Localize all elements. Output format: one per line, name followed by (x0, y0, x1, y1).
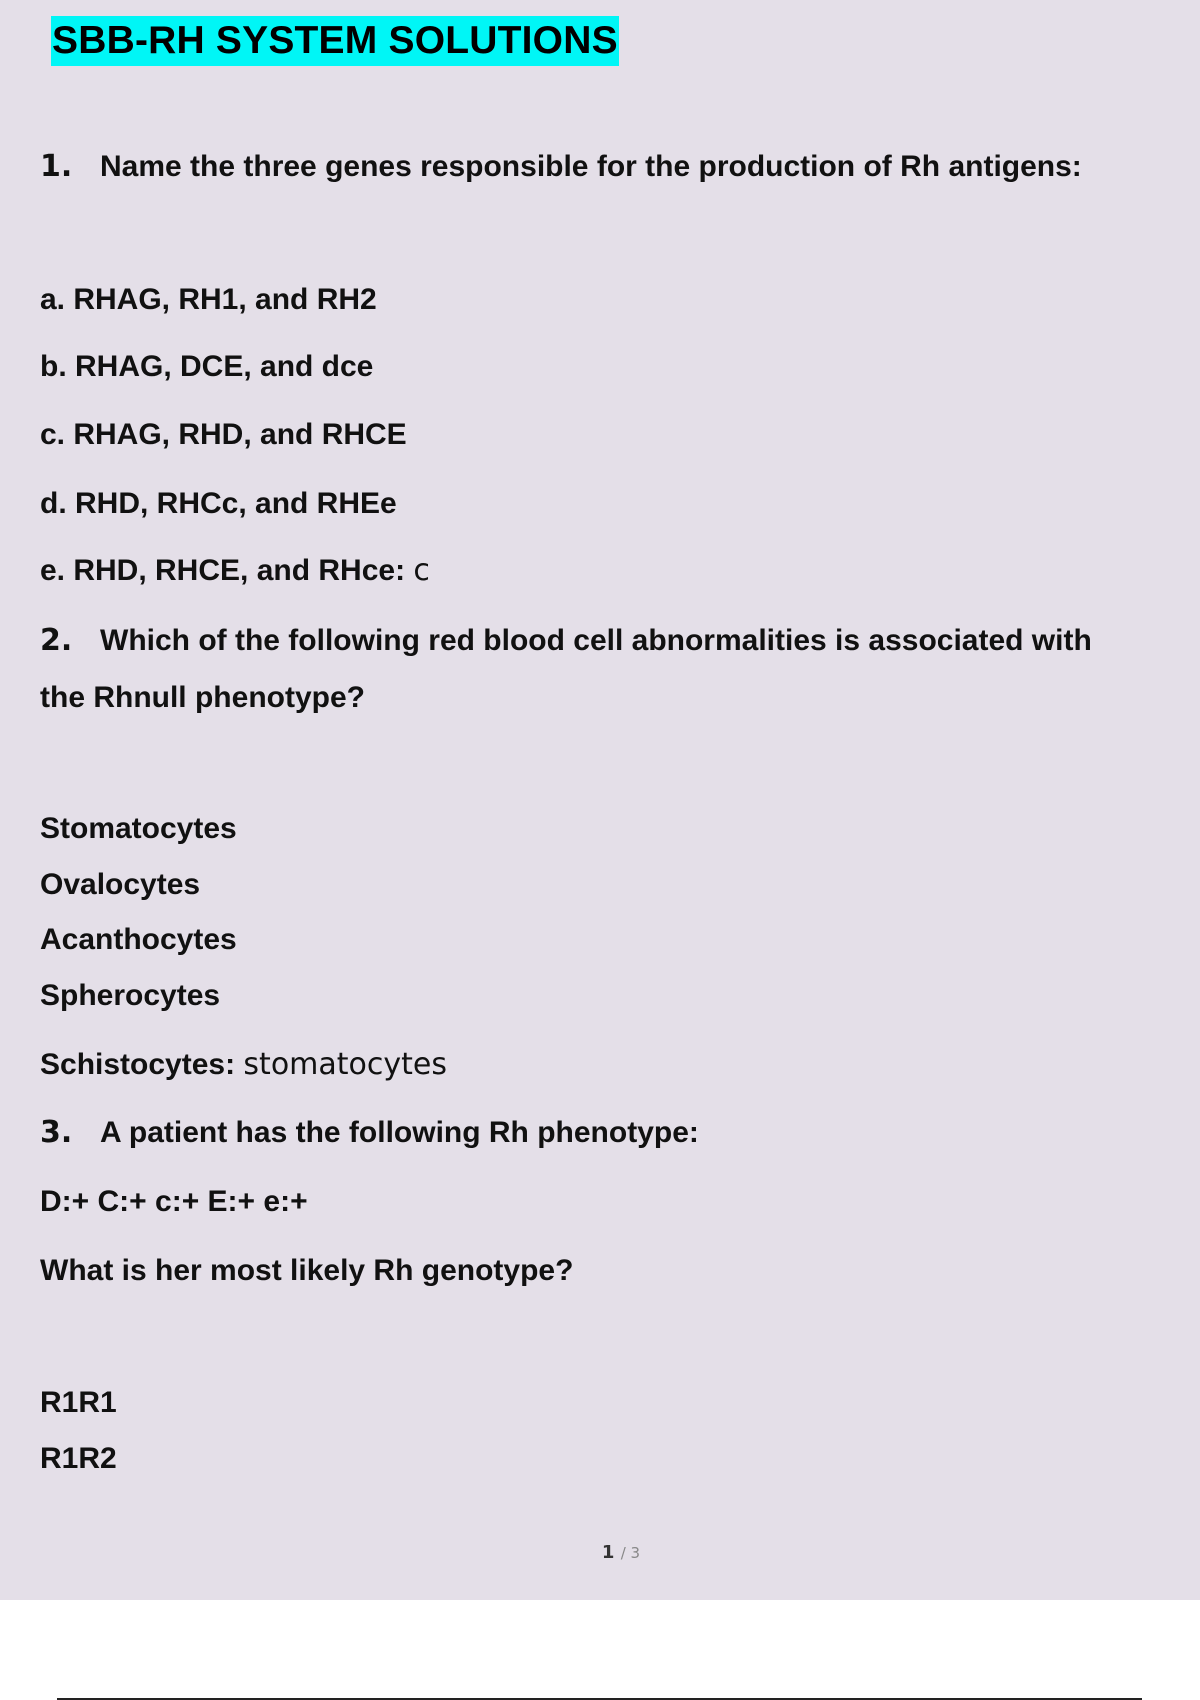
page-indicator (0, 1542, 1200, 1563)
question-number: 2. (40, 623, 73, 658)
answer-text: c (413, 553, 430, 588)
phenotype-text: D:+ C:+ c:+ E:+ e:+ (40, 1185, 308, 1218)
question-number: 3. (40, 1115, 73, 1150)
document-title: SBB-RH SYSTEM SOLUTIONS (51, 16, 619, 66)
question-number: 1. (40, 149, 73, 184)
option: Ovalocytes (40, 868, 201, 901)
answer-text: stomatocytes (243, 1047, 447, 1082)
option: a. RHAG, RH1, and RH2 (40, 283, 377, 316)
option: c. RHAG, RHD, and RHCE (40, 418, 407, 451)
option: R1R2 (40, 1442, 117, 1475)
question-3-subprompt: What is her most likely Rh genotype? (40, 1254, 574, 1287)
option-with-answer: Schistocytes: stomatocytes (40, 1047, 447, 1082)
question-1-prompt: 1. Name the three genes responsible for the production of Rh antigens: (40, 149, 1082, 184)
question-2-prompt: 2. Which of the following red blood cell abnormalities is associated with (40, 623, 1092, 658)
question-2-prompt-cont: the Rhnull phenotype? (40, 681, 365, 714)
option: b. RHAG, DCE, and dce (40, 350, 374, 383)
option-with-answer: e. RHD, RHCE, and RHce: c (40, 553, 430, 588)
option: Stomatocytes (40, 812, 237, 845)
total-pages: / 3 (620, 1544, 641, 1562)
option: d. RHD, RHCc, and RHEe (40, 487, 397, 520)
option: R1R1 (40, 1386, 117, 1419)
option: Acanthocytes (40, 923, 237, 956)
question-3-prompt: 3. A patient has the following Rh phenotype: (40, 1115, 699, 1150)
option: Spherocytes (40, 979, 221, 1012)
current-page: 1 (601, 1542, 615, 1563)
